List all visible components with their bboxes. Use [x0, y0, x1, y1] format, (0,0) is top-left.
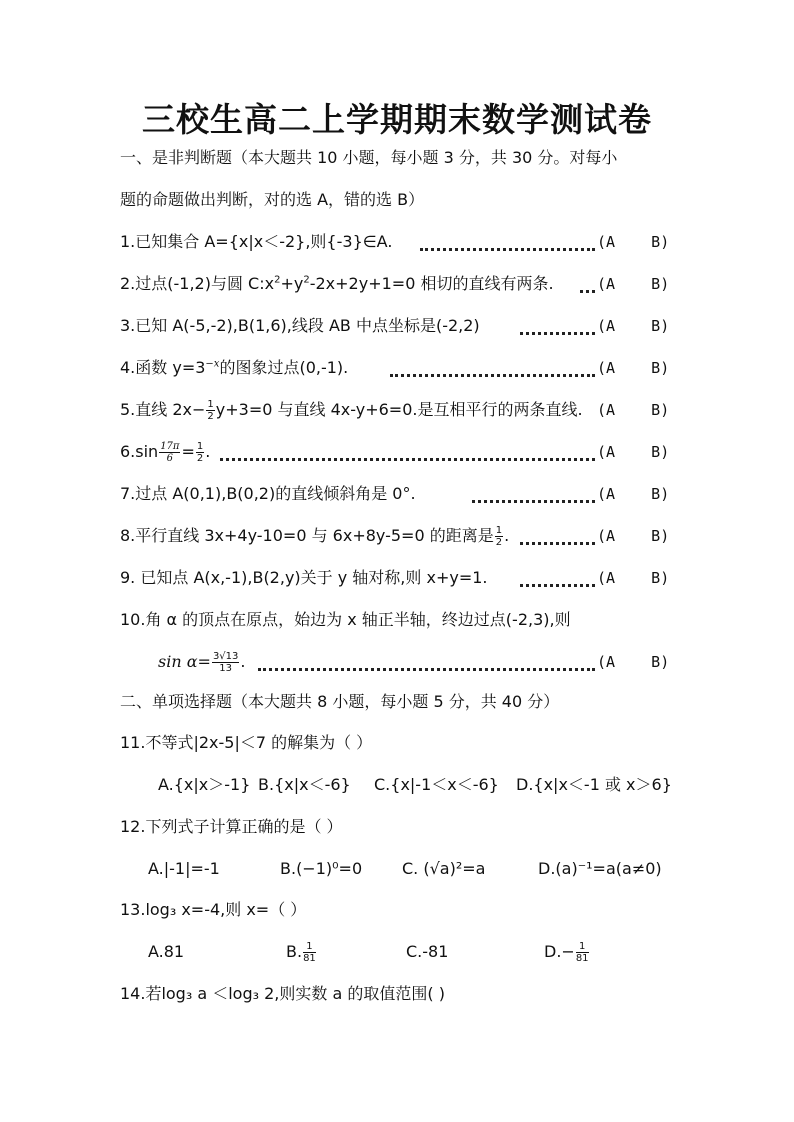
question-9	[120, 566, 675, 590]
leader-dots	[220, 455, 595, 461]
leader-dots	[420, 245, 595, 251]
question-6	[120, 440, 675, 464]
question-6-text: 6.sin $\frac{17\pi}{6}$ = $\frac{1}{2}$ .	[120, 441, 211, 464]
question-5	[120, 398, 675, 422]
question-7-text: 7.过点 A(0,1),B(0,2)的直线倾斜角是 0°.	[120, 482, 418, 506]
leader-dots	[258, 665, 595, 671]
option-b: B.(−1)⁰=0	[280, 859, 363, 878]
answer-choices: (A B)	[597, 569, 670, 587]
question-3	[120, 314, 675, 338]
option-a: A.{x|x＞-1}	[158, 775, 251, 794]
question-10-line1: 10.角 α 的顶点在原点，始边为 x 轴正半轴，终边过点(-2,3),则	[120, 610, 571, 629]
answer-choices: (A B)	[597, 653, 670, 671]
question-10-line2	[158, 650, 675, 674]
leader-dots	[472, 497, 595, 503]
question-7	[120, 482, 675, 506]
question-1	[120, 230, 675, 254]
question-1-text: 1.已知集合 A={x|x＜-2},则{-3}∈A.	[120, 230, 394, 254]
section2-heading: 二、单项选择题（本大题共 8 小题，每小题 5 分，共 40 分）	[120, 692, 560, 711]
answer-choices: (A B)	[597, 485, 670, 503]
question-2	[120, 272, 675, 296]
option-c: C.{x|-1＜x＜-6}	[374, 775, 499, 794]
leader-dots	[580, 287, 595, 293]
option-d: D.(a)⁻¹=a(a≠0)	[538, 859, 662, 878]
option-a: A.|-1|=-1	[148, 859, 220, 878]
answer-choices: (A B)	[597, 401, 670, 419]
answer-choices: (A B)	[597, 359, 670, 377]
question-3-text: 3.已知 A(-5,-2),B(1,6),线段 AB 中点坐标是(-2,2)	[120, 314, 482, 338]
leader-dots	[520, 539, 595, 545]
option-c: C. (√a)²=a	[402, 859, 486, 878]
answer-choices: (A B)	[597, 443, 670, 461]
leader-dots	[520, 581, 595, 587]
option-d: D.− $\frac{1}{81}$	[544, 941, 589, 964]
section1-heading-line1: 一、是非判断题（本大题共 10 小题，每小题 3 分，共 30 分。对每小	[120, 148, 618, 167]
question-12-stem: 12.下列式子计算正确的是（ ）	[120, 817, 343, 836]
question-13-stem: 13.log₃ x=-4,则 x=（ ）	[120, 900, 307, 919]
question-8	[120, 524, 675, 548]
question-10-formula: sin α= $\frac{3√13}{13}$ .	[158, 651, 246, 674]
question-2-text: 2.过点(-1,2)与圆 $C:x^2+y^2-2x+2y+1=0$ 相切的直线有两条.	[120, 272, 556, 296]
question-4	[120, 356, 675, 380]
question-4-text: 4.函数 $y=3^{-x}$的图象过点(0,-1).	[120, 356, 350, 380]
question-14-stem: 14.若log₃ a ＜log₃ 2,则实数 a 的取值范围( )	[120, 984, 445, 1003]
leader-dots	[390, 371, 595, 377]
question-8-text: 8.平行直线 3x+4y-10=0 与 6x+8y-5=0 的距离是 $\frac{1}{2}$ .	[120, 525, 510, 548]
question-5-text: 5.直线 2x− $\frac{1}{2}$ y+3=0 与直线 4x-y+6=0.是互相平行的两条直线.	[120, 399, 583, 422]
leader-dots	[520, 329, 595, 335]
option-b: B.{x|x＜-6}	[258, 775, 351, 794]
page-title: 三校生高二上学期期末数学测试卷	[142, 100, 652, 139]
section1-heading-line2: 题的命题做出判断，对的选 A，错的选 B）	[120, 190, 425, 209]
question-9-text: 9. 已知点 A(x,-1),B(2,y)关于 y 轴对称,则 x+y=1.	[120, 566, 490, 590]
answer-choices: (A B)	[597, 233, 670, 251]
option-c: C.-81	[406, 942, 449, 961]
option-b: B. $\frac{1}{81}$	[286, 941, 316, 964]
option-a: A.81	[148, 942, 185, 961]
question-11-stem: 11.不等式|2x-5|＜7 的解集为（ ）	[120, 733, 373, 752]
answer-choices: (A B)	[597, 527, 670, 545]
option-d: D.{x|x＜-1 或 x＞6}	[516, 775, 672, 794]
answer-choices: (A B)	[597, 275, 670, 293]
answer-choices: (A B)	[597, 317, 670, 335]
